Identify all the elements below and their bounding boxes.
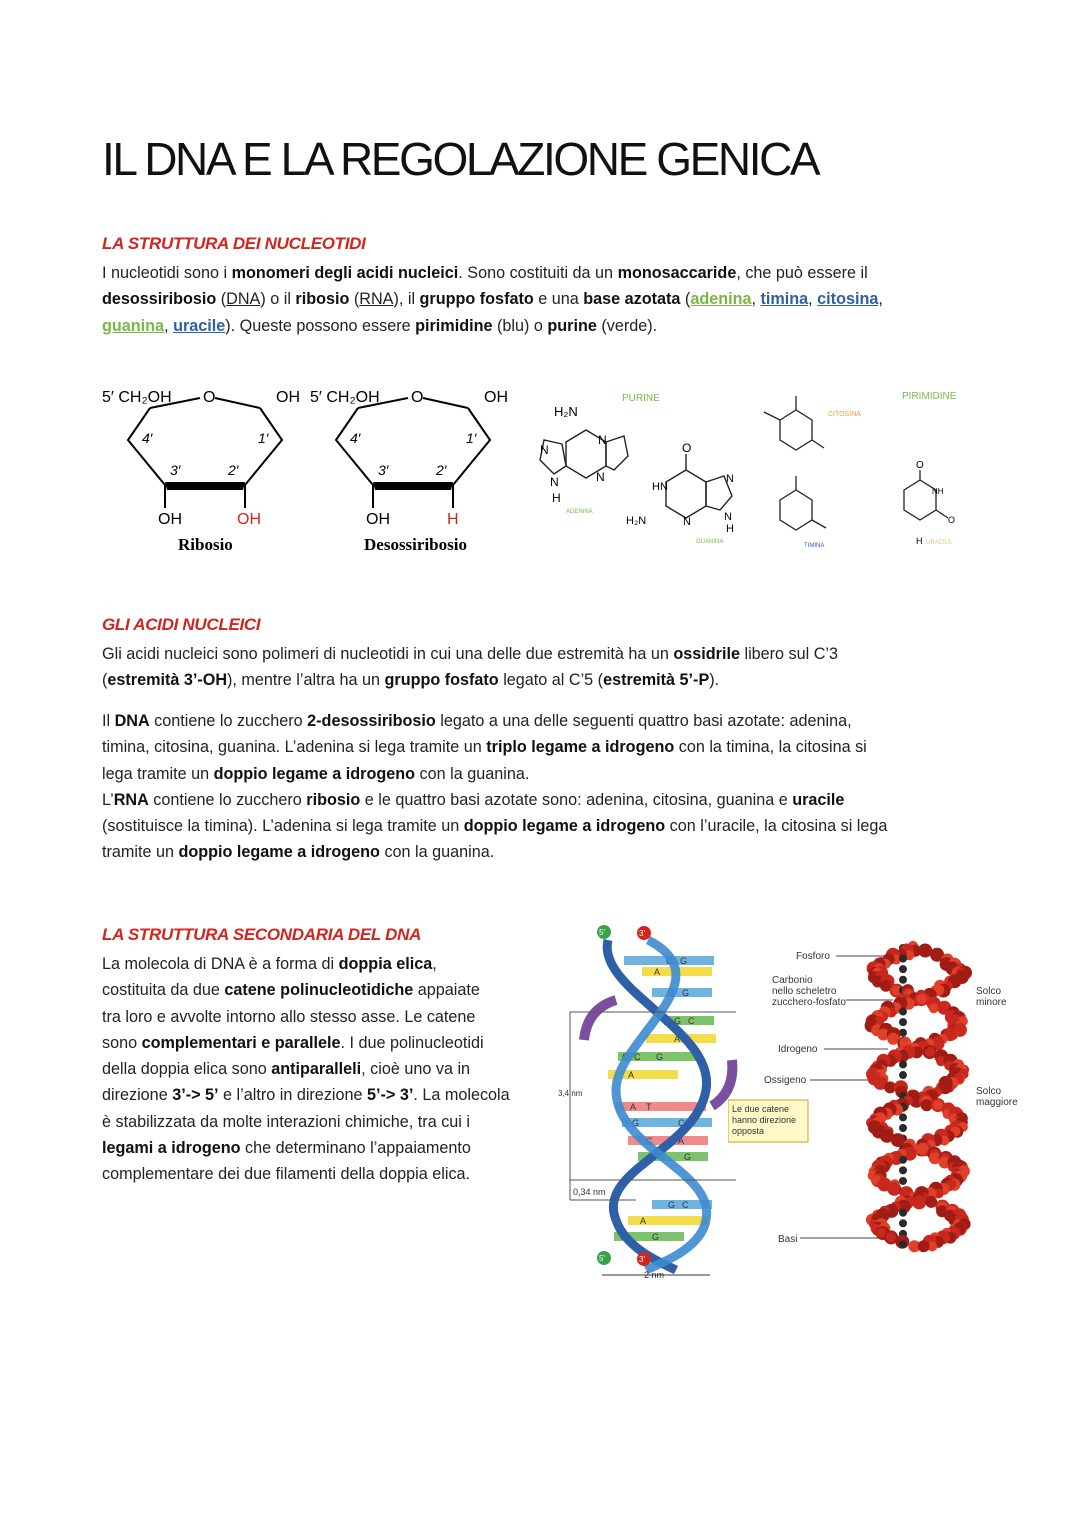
svg-text:O: O xyxy=(948,515,956,525)
base-atom xyxy=(899,1060,907,1068)
link-citosina: citosina xyxy=(817,290,879,309)
svg-text:Solco: Solco xyxy=(976,1086,1002,1097)
link-timina: timina xyxy=(760,290,809,309)
svg-text:5': 5' xyxy=(599,928,605,937)
section-heading-nucleotidi: LA STRUTTURA DEI NUCLEOTIDI xyxy=(102,234,366,253)
atom-model xyxy=(865,941,972,1252)
link-uracile: uracile xyxy=(173,316,226,335)
svg-text:N: N xyxy=(540,443,549,457)
dimension-3-4nm: 3,4 nm xyxy=(558,1089,583,1098)
svg-text:N: N xyxy=(724,511,732,523)
svg-text:HN: HN xyxy=(652,481,668,493)
svg-text:C: C xyxy=(622,1052,629,1062)
svg-text:5′ CH₂OH: 5′ CH₂OH xyxy=(310,389,380,406)
paragraph-struttura-secondaria: La molecola di DNA è a forma di doppia elica, costituita da due catene polinucleotidiche appaiate tra loro e avvolte intorno allo stesso asse. Le catene sono complementari e parallele. I due polinucleotidi della doppia elica sono antiparalleli, cioè uno va in direzione 3’-> 5’ e l’altro in direzione 5’-> 3’. La molecola è stabilizzata da molte interazioni chimiche, tra cui i legami a idrogeno che determinano l’appaiamento complementare dei due filamenti della doppia elica. xyxy=(102,955,510,1184)
desossiribosio-structure xyxy=(310,389,508,554)
svg-text:Desossiribosio: Desossiribosio xyxy=(364,535,467,554)
base-atom xyxy=(899,1018,907,1026)
base-atom xyxy=(899,1071,907,1079)
base-atom xyxy=(899,1113,907,1121)
svg-text:4′: 4′ xyxy=(350,430,361,446)
svg-text:3': 3' xyxy=(639,929,645,938)
svg-text:OH: OH xyxy=(276,389,300,406)
dimension-0-34nm: 0,34 nm xyxy=(573,1187,606,1197)
guanina-structure xyxy=(666,454,732,518)
base-atom xyxy=(899,1008,907,1016)
svg-text:3': 3' xyxy=(639,1255,645,1264)
link-adenina: adenina xyxy=(690,290,752,309)
svg-text:N: N xyxy=(550,475,559,489)
atom xyxy=(929,1003,939,1013)
svg-text:O: O xyxy=(682,441,692,455)
dimension-2nm: 2 nm xyxy=(644,1270,665,1280)
svg-text:A: A xyxy=(674,1034,681,1044)
link-guanina: guanina xyxy=(102,316,165,335)
svg-text:H: H xyxy=(447,511,459,528)
atom xyxy=(925,1196,937,1208)
section-heading-acidi-nucleici: GLI ACIDI NUCLEICI xyxy=(102,615,261,634)
svg-text:4′: 4′ xyxy=(142,430,153,446)
atom xyxy=(887,1033,899,1045)
base-atom xyxy=(899,955,907,963)
svg-text:C: C xyxy=(634,1052,641,1062)
atom xyxy=(918,944,932,958)
svg-text:G: G xyxy=(684,1152,692,1162)
svg-text:nello scheletro: nello scheletro xyxy=(772,986,837,997)
svg-text:O: O xyxy=(916,460,924,471)
label-basi: Basi xyxy=(778,1234,798,1245)
svg-text:A: A xyxy=(640,1216,647,1226)
paragraph-acidi-nucleici-1: Gli acidi nucleici sono polimeri di nucleotidi in cui una delle due estremità ha un ossidrile libero sul C’3 (estremità 3’-OH), mentre l’altra ha un gruppo fosfato legato al C’5 (estremità 5’-P). xyxy=(102,645,839,690)
adenina-structure xyxy=(540,430,628,478)
svg-text:T: T xyxy=(646,1102,652,1112)
svg-text:N: N xyxy=(683,516,691,528)
base-atom xyxy=(899,1219,907,1227)
base-atom xyxy=(899,1124,907,1132)
svg-text:H₂N: H₂N xyxy=(554,404,578,419)
atom xyxy=(891,1133,905,1147)
svg-text:A: A xyxy=(654,967,661,977)
purine-label: PURINE xyxy=(622,393,660,404)
svg-text:opposta: opposta xyxy=(732,1126,765,1136)
atom xyxy=(925,1047,935,1057)
svg-text:N: N xyxy=(596,470,605,484)
atom xyxy=(912,1195,926,1209)
atom xyxy=(886,1232,896,1242)
citosina-structure xyxy=(764,396,824,450)
svg-text:1′: 1′ xyxy=(466,430,477,446)
svg-text:C: C xyxy=(678,1118,685,1128)
svg-text:5′ CH₂OH: 5′ CH₂OH xyxy=(102,389,172,406)
svg-text:GUANINA: GUANINA xyxy=(696,539,724,545)
svg-text:3′: 3′ xyxy=(170,462,181,478)
ribosio-structure xyxy=(102,389,300,554)
svg-text:C: C xyxy=(648,1152,655,1162)
svg-text:N: N xyxy=(726,473,734,485)
svg-text:C: C xyxy=(682,1200,689,1210)
svg-text:3′: 3′ xyxy=(378,462,389,478)
svg-text:2′: 2′ xyxy=(228,462,239,478)
svg-text:CITOSINA: CITOSINA xyxy=(828,411,861,418)
svg-text:minore: minore xyxy=(976,997,1007,1008)
svg-text:OH: OH xyxy=(484,389,508,406)
atom xyxy=(918,1240,930,1252)
svg-text:URACILE: URACILE xyxy=(926,540,953,546)
svg-text:G: G xyxy=(682,988,690,998)
svg-text:C: C xyxy=(668,988,675,998)
pirimidine-label: PIRIMIDINE xyxy=(902,391,957,402)
svg-text:A: A xyxy=(678,1136,685,1146)
rotation-arrow-left xyxy=(584,1000,616,1040)
svg-text:2′: 2′ xyxy=(436,462,447,478)
svg-text:TIMINA: TIMINA xyxy=(804,543,825,549)
base-atom xyxy=(899,1156,907,1164)
atom xyxy=(917,994,927,1004)
svg-text:H₂N: H₂N xyxy=(626,515,647,527)
svg-text:Le due catene: Le due catene xyxy=(732,1104,790,1114)
svg-text:H: H xyxy=(916,536,923,546)
svg-text:NH: NH xyxy=(932,487,944,496)
molecular-model-figure xyxy=(728,938,1028,1288)
svg-text:A: A xyxy=(628,1070,635,1080)
bases-structures-figure xyxy=(528,382,978,552)
svg-text:5': 5' xyxy=(599,1254,605,1263)
svg-text:N: N xyxy=(598,433,607,447)
sugar-structures-figure xyxy=(100,380,520,565)
timina-structure xyxy=(780,476,826,530)
atom xyxy=(917,1143,929,1155)
base-atom xyxy=(899,1166,907,1174)
svg-text:G: G xyxy=(668,1200,676,1210)
label-ossigeno: Ossigeno xyxy=(764,1075,807,1086)
base-atom xyxy=(899,976,907,984)
svg-text:G: G xyxy=(674,1016,682,1026)
paragraph-nucleotidi: I nucleotidi sono i monomeri degli acidi nucleici. Sono costituiti da un monosaccaride, che può essere il desossiribosio (DNA) o il ribosio (RNA), il gruppo fosfato e una base azotata (adenina, timina, citosina, guanina, uracile). Queste possono essere pirimidine (blu) o purine (verde). xyxy=(102,264,883,335)
base-atom xyxy=(899,1177,907,1185)
svg-text:OH: OH xyxy=(237,511,261,528)
svg-text:G: G xyxy=(652,1232,660,1242)
section-heading-struttura-secondaria: LA STRUTTURA SECONDARIA DEL DNA xyxy=(102,925,422,944)
svg-text:C: C xyxy=(666,956,673,966)
svg-text:G: G xyxy=(656,1052,664,1062)
page-title: IL DNA E LA REGOLAZIONE GENICA xyxy=(102,133,819,185)
svg-text:H: H xyxy=(552,491,561,505)
atom xyxy=(921,1099,933,1111)
svg-text:C: C xyxy=(646,1136,653,1146)
atom xyxy=(887,1182,901,1196)
svg-text:C: C xyxy=(688,1016,695,1026)
base-atom xyxy=(899,965,907,973)
paragraph-dna-rna: Il DNA contiene lo zucchero 2-desossiribosio legato a una delle seguenti quattro basi azotate: adenina, timina, citosina, guanina. L’adenina si lega tramite un triplo legame a idrogeno con la timina, la citosina si lega tramite un doppio legame a idrogeno con la guanina. L’RNA contiene lo zucchero ribosio e le quattro basi azotate sono: adenina, citosina, guanina e uracile (sostituisce la timina). L’adenina si lega tramite un doppio legame a idrogeno con l’uracile, la citosina si lega tramite un doppio legame a idrogeno con la guanina. xyxy=(102,712,888,862)
svg-text:OH: OH xyxy=(366,511,390,528)
svg-text:ADENINA: ADENINA xyxy=(566,509,593,515)
svg-text:H: H xyxy=(726,523,734,535)
svg-text:G: G xyxy=(680,956,688,966)
svg-text:OH: OH xyxy=(158,511,182,528)
svg-text:Carbonio: Carbonio xyxy=(772,975,813,986)
svg-text:O: O xyxy=(203,389,216,406)
svg-text:Ribosio: Ribosio xyxy=(178,535,233,554)
svg-text:G: G xyxy=(632,1118,640,1128)
svg-text:1′: 1′ xyxy=(258,430,269,446)
svg-text:O: O xyxy=(411,389,424,406)
svg-text:A: A xyxy=(630,1102,637,1112)
svg-text:hanno direzione: hanno direzione xyxy=(732,1115,797,1125)
base-atom xyxy=(899,1209,907,1217)
svg-text:zucchero-fosfato: zucchero-fosfato xyxy=(772,997,846,1008)
base-atom xyxy=(899,1240,907,1248)
svg-text:maggiore: maggiore xyxy=(976,1097,1018,1108)
svg-text:C: C xyxy=(620,1232,627,1242)
label-idrogeno: Idrogeno xyxy=(778,1044,818,1055)
label-fosforo: Fosforo xyxy=(796,951,830,962)
svg-text:Solco: Solco xyxy=(976,986,1002,997)
